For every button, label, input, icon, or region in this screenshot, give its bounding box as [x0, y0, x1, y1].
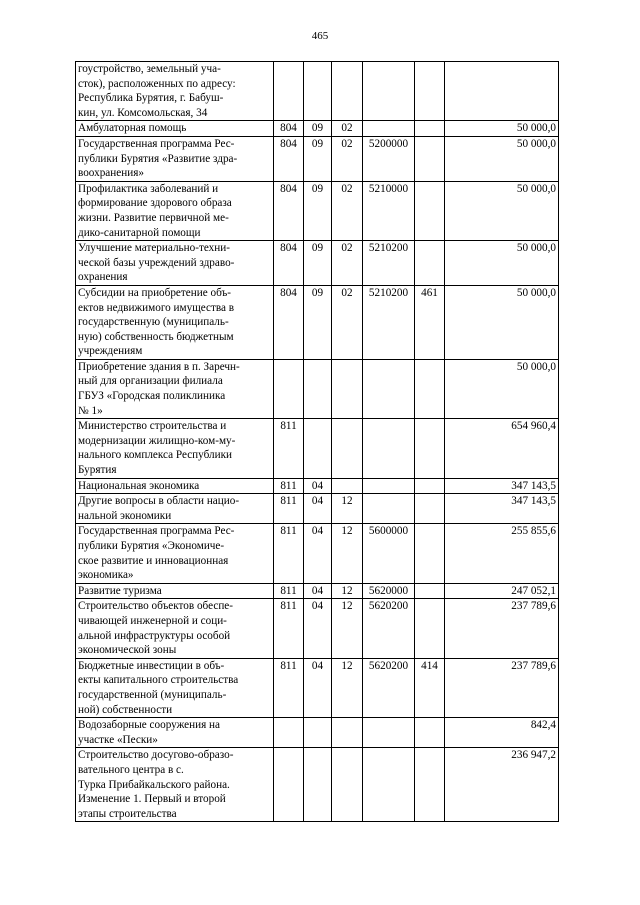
cell-csr: 5210200 [363, 285, 415, 359]
cell-pr [332, 62, 363, 121]
cell-vr [415, 136, 445, 181]
cell-name-line: гоустройство, земельный уча- [78, 63, 221, 75]
cell-vr [415, 62, 445, 121]
cell-name-line: Государственная программа Рес- [78, 137, 235, 150]
cell-rz: 09 [304, 181, 332, 240]
cell-name-line: учреждениям [78, 345, 143, 358]
cell-ved [274, 748, 304, 822]
cell-vr: 414 [415, 658, 445, 717]
cell-ved: 811 [274, 658, 304, 717]
cell-ved [274, 718, 304, 748]
cell-sum: 236 947,2 [445, 748, 559, 822]
cell-ved: 804 [274, 136, 304, 181]
cell-ved: 811 [274, 478, 304, 494]
cell-ved [274, 62, 304, 121]
cell-pr: 12 [332, 494, 363, 524]
cell-name-line: ческой базы учреждений здраво- [78, 256, 235, 269]
cell-ved: 804 [274, 181, 304, 240]
cell-sum: 654 960,4 [445, 419, 559, 478]
cell-sum: 255 855,6 [445, 524, 559, 583]
cell-pr: 12 [332, 524, 363, 583]
cell-name-line: сток), расположенных по адресу: [78, 77, 236, 90]
cell-name-line: Улучшение материально-техни- [78, 242, 230, 255]
cell-vr: 461 [415, 285, 445, 359]
cell-vr [415, 241, 445, 286]
table-row [76, 136, 559, 181]
cell-sum: 347 143,5 [445, 478, 559, 494]
cell-name-line: кин, ул. Комсомольская, 34 [78, 106, 208, 119]
cell-name [76, 478, 274, 494]
cell-name-line: ектов недвижимого имущества в [78, 301, 235, 314]
cell-name [76, 136, 274, 181]
cell-pr [332, 359, 363, 418]
cell-name-line: ную) собственность бюджетным [78, 330, 234, 343]
cell-name [76, 241, 274, 286]
cell-name [76, 494, 274, 524]
cell-name-line: воохранения» [78, 167, 144, 180]
cell-name-line: экономической зоны [78, 644, 177, 657]
cell-vr [415, 478, 445, 494]
cell-name [76, 583, 274, 599]
cell-rz: 04 [304, 658, 332, 717]
cell-rz: 09 [304, 121, 332, 137]
cell-name [76, 62, 274, 121]
cell-rz: 04 [304, 524, 332, 583]
cell-name-line: государственную (муниципаль- [78, 316, 229, 329]
cell-sum: 237 789,6 [445, 658, 559, 717]
cell-name-line: чивающей инженерной и соци- [78, 614, 227, 627]
table-row [76, 478, 559, 494]
cell-name-line: ной) собственности [78, 703, 173, 716]
cell-name-line: ское развитие и инновационная [78, 554, 229, 567]
cell-name-line: ный для организации филиала [78, 375, 223, 388]
cell-pr: 12 [332, 658, 363, 717]
cell-name-line: Развитие туризма [78, 584, 162, 597]
cell-csr: 5200000 [363, 136, 415, 181]
cell-sum: 50 000,0 [445, 181, 559, 240]
cell-csr [363, 359, 415, 418]
cell-csr [363, 718, 415, 748]
cell-rz [304, 748, 332, 822]
cell-pr: 02 [332, 285, 363, 359]
cell-name-line: Приобретение здания в п. Заречн- [78, 360, 240, 373]
table-row [76, 599, 559, 658]
cell-ved: 811 [274, 583, 304, 599]
cell-rz: 04 [304, 599, 332, 658]
cell-name-line: Изменение 1. Первый и второй [78, 793, 226, 806]
cell-vr [415, 121, 445, 137]
cell-pr: 02 [332, 136, 363, 181]
cell-csr [363, 494, 415, 524]
cell-vr [415, 748, 445, 822]
cell-sum: 50 000,0 [445, 285, 559, 359]
cell-ved: 811 [274, 419, 304, 478]
cell-sum: 247 052,1 [445, 583, 559, 599]
cell-vr [415, 419, 445, 478]
cell-csr [363, 121, 415, 137]
cell-name-line: дико-санитарной помощи [78, 226, 201, 239]
cell-vr [415, 181, 445, 240]
cell-vr [415, 599, 445, 658]
cell-csr: 5210000 [363, 181, 415, 240]
cell-sum [445, 62, 559, 121]
cell-name-line: формирование здорового образа [78, 197, 232, 210]
cell-name-line: Профилактика заболеваний и [78, 182, 219, 195]
cell-name-line: екты капитального строительства [78, 674, 239, 687]
cell-name-line: государственной (муниципаль- [78, 688, 227, 701]
cell-ved [274, 359, 304, 418]
cell-ved: 804 [274, 285, 304, 359]
cell-pr: 02 [332, 181, 363, 240]
cell-name-line: Строительство объектов обеспе- [78, 600, 233, 613]
cell-name-line: Государственная программа Рес- [78, 525, 235, 538]
cell-name-line: публики Бурятия «Развитие здра- [78, 152, 238, 165]
cell-vr [415, 359, 445, 418]
cell-rz [304, 62, 332, 121]
cell-name-line: Турка Прибайкальского района. [78, 778, 230, 791]
cell-csr [363, 478, 415, 494]
cell-name-line: Водозаборные сооружения на [78, 719, 221, 732]
cell-sum: 347 143,5 [445, 494, 559, 524]
cell-sum: 50 000,0 [445, 136, 559, 181]
cell-name-line: Амбулаторная помощь [78, 122, 187, 135]
cell-name-line: жизни. Развитие первичной ме- [78, 211, 229, 224]
cell-csr: 5210200 [363, 241, 415, 286]
cell-csr: 5620200 [363, 658, 415, 717]
cell-name [76, 181, 274, 240]
cell-rz: 09 [304, 136, 332, 181]
cell-name-line: Строительство досугово-образо- [78, 749, 234, 762]
cell-rz [304, 718, 332, 748]
cell-name-line: Республика Бурятия, г. Бабуш- [78, 92, 224, 105]
cell-name-line: № 1» [78, 404, 103, 417]
cell-name-line: альной инфраструктуры особой [78, 629, 231, 642]
table-row [76, 121, 559, 137]
table-row [76, 359, 559, 418]
cell-pr: 12 [332, 599, 363, 658]
cell-sum: 237 789,6 [445, 599, 559, 658]
table-row [76, 419, 559, 478]
cell-name-line: Министерство строительства и [78, 420, 227, 433]
cell-name-line: Субсидии на приобретение объ- [78, 286, 232, 299]
cell-name [76, 121, 274, 137]
cell-pr [332, 718, 363, 748]
cell-csr: 5600000 [363, 524, 415, 583]
cell-csr [363, 748, 415, 822]
cell-pr [332, 478, 363, 494]
cell-ved: 804 [274, 241, 304, 286]
cell-vr [415, 524, 445, 583]
cell-csr: 5620000 [363, 583, 415, 599]
cell-name-line: нального комплекса Республики [78, 449, 233, 462]
cell-pr: 12 [332, 583, 363, 599]
cell-name-line: публики Бурятия «Экономиче- [78, 540, 225, 552]
table-row [76, 718, 559, 748]
cell-name [76, 285, 274, 359]
cell-ved: 811 [274, 494, 304, 524]
cell-rz: 09 [304, 241, 332, 286]
cell-name-line: Другие вопросы в области нацио- [78, 495, 240, 508]
cell-name [76, 359, 274, 418]
cell-name [76, 599, 274, 658]
cell-rz [304, 419, 332, 478]
cell-name-line: Бурятия [78, 464, 117, 477]
cell-sum: 50 000,0 [445, 359, 559, 418]
cell-rz: 04 [304, 583, 332, 599]
table-row [76, 285, 559, 359]
table-row [76, 583, 559, 599]
cell-name-line: ГБУЗ «Городская поликлиника [78, 390, 226, 403]
cell-name-line: экономика» [78, 569, 134, 582]
cell-vr [415, 494, 445, 524]
cell-rz: 04 [304, 494, 332, 524]
table-row [76, 62, 559, 121]
cell-csr [363, 62, 415, 121]
cell-name-line: участке «Пески» [78, 733, 158, 746]
cell-pr: 02 [332, 241, 363, 286]
cell-name-line: Национальная экономика [78, 479, 200, 492]
cell-sum: 842,4 [445, 718, 559, 748]
table-row [76, 748, 559, 822]
cell-ved: 811 [274, 599, 304, 658]
table-row [76, 181, 559, 240]
cell-rz: 09 [304, 285, 332, 359]
cell-name [76, 419, 274, 478]
cell-csr [363, 419, 415, 478]
cell-pr: 02 [332, 121, 363, 137]
cell-name-line: этапы строительства [78, 807, 177, 820]
cell-name [76, 658, 274, 717]
cell-ved: 811 [274, 524, 304, 583]
table-row [76, 524, 559, 583]
cell-csr: 5620200 [363, 599, 415, 658]
cell-vr [415, 583, 445, 599]
table-row [76, 494, 559, 524]
cell-name [76, 524, 274, 583]
cell-name-line: модернизации жилищно-ком-му- [78, 434, 236, 447]
table-row [76, 658, 559, 717]
cell-name-line: охранения [78, 271, 128, 284]
cell-sum: 50 000,0 [445, 241, 559, 286]
table-row [76, 241, 559, 286]
cell-name [76, 718, 274, 748]
cell-pr [332, 419, 363, 478]
cell-sum: 50 000,0 [445, 121, 559, 137]
cell-ved: 804 [274, 121, 304, 137]
page-number: 465 [311, 30, 329, 42]
budget-table [75, 61, 559, 822]
cell-name-line: вательного центра в с. [78, 763, 184, 776]
cell-rz: 04 [304, 478, 332, 494]
cell-name [76, 748, 274, 822]
cell-vr [415, 718, 445, 748]
cell-name-line: Бюджетные инвестиции в объ- [78, 659, 225, 672]
cell-rz [304, 359, 332, 418]
cell-pr [332, 748, 363, 822]
cell-name-line: нальной экономики [78, 509, 172, 522]
